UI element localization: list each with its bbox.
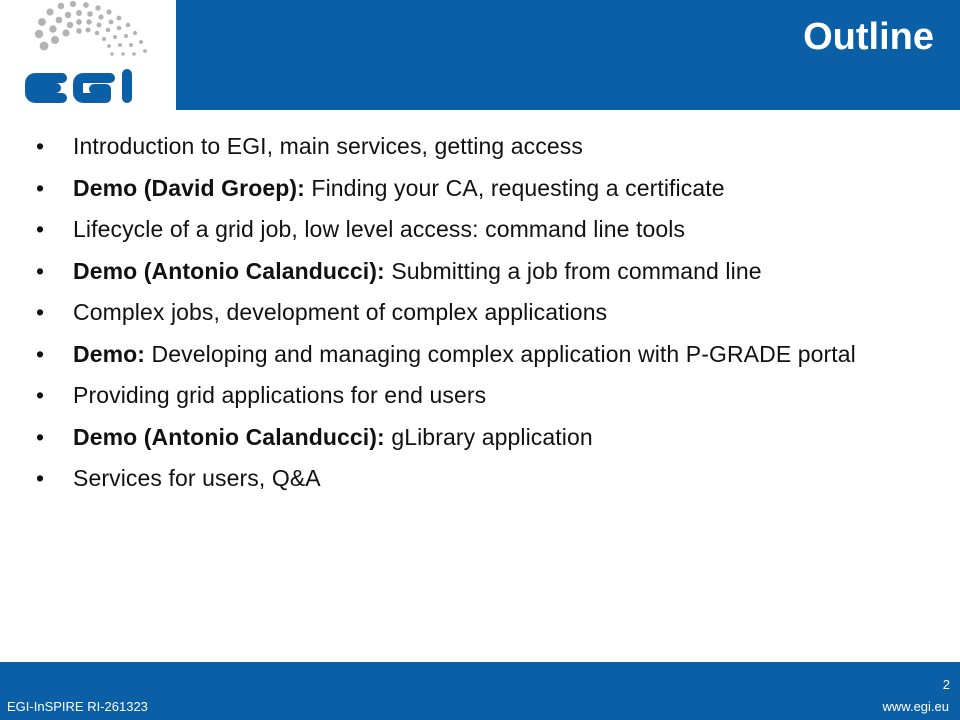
list-item: • Demo (Antonio Calanducci): Submitting a job from command line — [36, 257, 762, 284]
list-item: • Complex jobs, development of complex applications — [36, 299, 608, 325]
list-item: • Lifecycle of a grid job, low level access: command line tools — [36, 216, 686, 242]
bullet-icon: • — [36, 299, 45, 325]
outline-list — [36, 132, 916, 506]
footer-website: www.egi.eu — [882, 699, 949, 714]
egi-logo-icon — [0, 0, 176, 110]
bullet-icon: • — [36, 216, 45, 242]
bullet-icon: • — [36, 382, 45, 408]
bullet-icon: • — [36, 257, 45, 284]
bullet-icon: • — [36, 133, 45, 159]
slide-title: Outline — [803, 16, 934, 58]
list-item: • Demo (Antonio Calanducci): gLibrary application — [36, 423, 593, 450]
bullet-icon: • — [36, 174, 45, 201]
page-number: 2 — [942, 677, 950, 692]
bullet-icon: • — [36, 423, 45, 450]
list-item: • Demo (David Groep): Finding your CA, requesting a certificate — [36, 174, 725, 201]
list-item: • Introduction to EGI, main services, getting access — [36, 133, 583, 159]
bullet-icon: • — [36, 340, 45, 367]
list-item: • Services for users, Q&A — [36, 465, 321, 491]
list-item: • Providing grid applications for end users — [36, 382, 487, 408]
list-item: • Demo: Developing and managing complex application with P-GRADE portal — [36, 340, 856, 367]
bullet-icon: • — [36, 465, 45, 491]
footer-project-id: EGI-InSPIRE RI-261323 — [7, 699, 148, 714]
egi-logo-graphic — [0, 0, 176, 110]
